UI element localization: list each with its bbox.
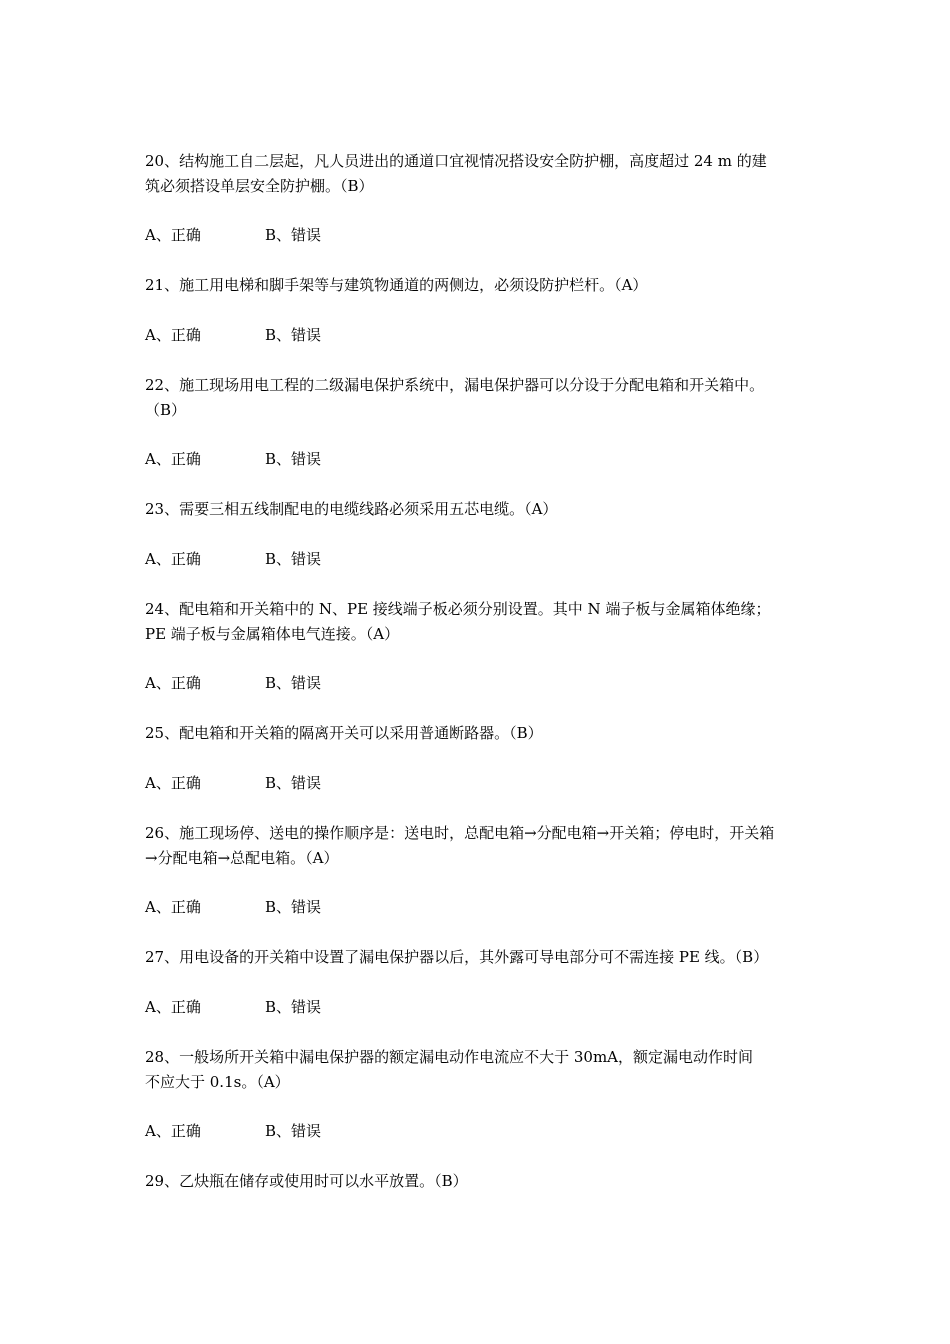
option-a: A、正确 — [145, 774, 201, 792]
option-a: A、正确 — [145, 898, 201, 916]
option-b: B、错误 — [265, 998, 322, 1016]
options-21 — [145, 323, 825, 348]
question-text-line: 筑必须搭设单层安全防护棚。（B） — [145, 177, 374, 195]
options-27 — [145, 995, 825, 1020]
option-b: B、错误 — [265, 774, 322, 792]
question-text-line: 24、配电箱和开关箱中的 N、PE 接线端子板必须分别设置。其中 N 端子板与金属箱体绝缘； — [145, 600, 771, 618]
option-a: A、正确 — [145, 226, 201, 244]
question-text-line: 不应大于 0.1s。（A） — [145, 1073, 290, 1091]
question-22 — [145, 373, 825, 423]
question-text-line: 23、需要三相五线制配电的电缆线路必须采用五芯电缆。（A） — [145, 500, 558, 518]
question-29 — [145, 1169, 825, 1194]
option-b: B、错误 — [265, 226, 322, 244]
question-text-line: 28、一般场所开关箱中漏电保护器的额定漏电动作电流应不大于 30mA，额定漏电动作时间 — [145, 1048, 754, 1066]
question-text-line: 27、用电设备的开关箱中设置了漏电保护器以后，其外露可导电部分可不需连接 PE 线。（B） — [145, 948, 769, 966]
question-28 — [145, 1045, 825, 1095]
question-20 — [145, 149, 825, 199]
question-text-line: PE 端子板与金属箱体电气连接。（A） — [145, 625, 400, 643]
option-b: B、错误 — [265, 450, 322, 468]
options-25 — [145, 771, 825, 796]
question-text-line: 29、乙炔瓶在储存或使用时可以水平放置。（B） — [145, 1172, 468, 1190]
option-b: B、错误 — [265, 326, 322, 344]
question-26 — [145, 821, 825, 871]
options-20 — [145, 223, 825, 248]
option-a: A、正确 — [145, 326, 201, 344]
options-23 — [145, 547, 825, 572]
option-a: A、正确 — [145, 998, 201, 1016]
question-text-line: （B） — [145, 401, 187, 419]
option-b: B、错误 — [265, 674, 322, 692]
options-26 — [145, 895, 825, 920]
question-21 — [145, 273, 825, 298]
question-23 — [145, 497, 825, 522]
option-a: A、正确 — [145, 1122, 201, 1140]
option-b: B、错误 — [265, 1122, 322, 1140]
option-b: B、错误 — [265, 898, 322, 916]
option-b: B、错误 — [265, 550, 322, 568]
question-27 — [145, 945, 825, 970]
question-text-line: 21、施工用电梯和脚手架等与建筑物通道的两侧边，必须设防护栏杆。（A） — [145, 276, 648, 294]
question-text-line: 22、施工现场用电工程的二级漏电保护系统中，漏电保护器可以分设于分配电箱和开关箱中。 — [145, 376, 765, 394]
option-a: A、正确 — [145, 450, 201, 468]
options-28 — [145, 1119, 825, 1144]
question-text-line: 20、结构施工自二层起，凡人员进出的通道口宜视情况搭设安全防护棚，高度超过 24 m 的建 — [145, 152, 767, 170]
question-text-line: 25、配电箱和开关箱的隔离开关可以采用普通断路器。（B） — [145, 724, 543, 742]
option-a: A、正确 — [145, 674, 201, 692]
options-24 — [145, 671, 825, 696]
question-text-line: 26、施工现场停、送电的操作顺序是：送电时，总配电箱→分配电箱→开关箱；停电时，开关箱 — [145, 824, 775, 842]
options-22 — [145, 447, 825, 472]
question-25 — [145, 721, 825, 746]
option-a: A、正确 — [145, 550, 201, 568]
question-text-line: →分配电箱→总配电箱。（A） — [145, 849, 339, 867]
question-24 — [145, 597, 825, 647]
